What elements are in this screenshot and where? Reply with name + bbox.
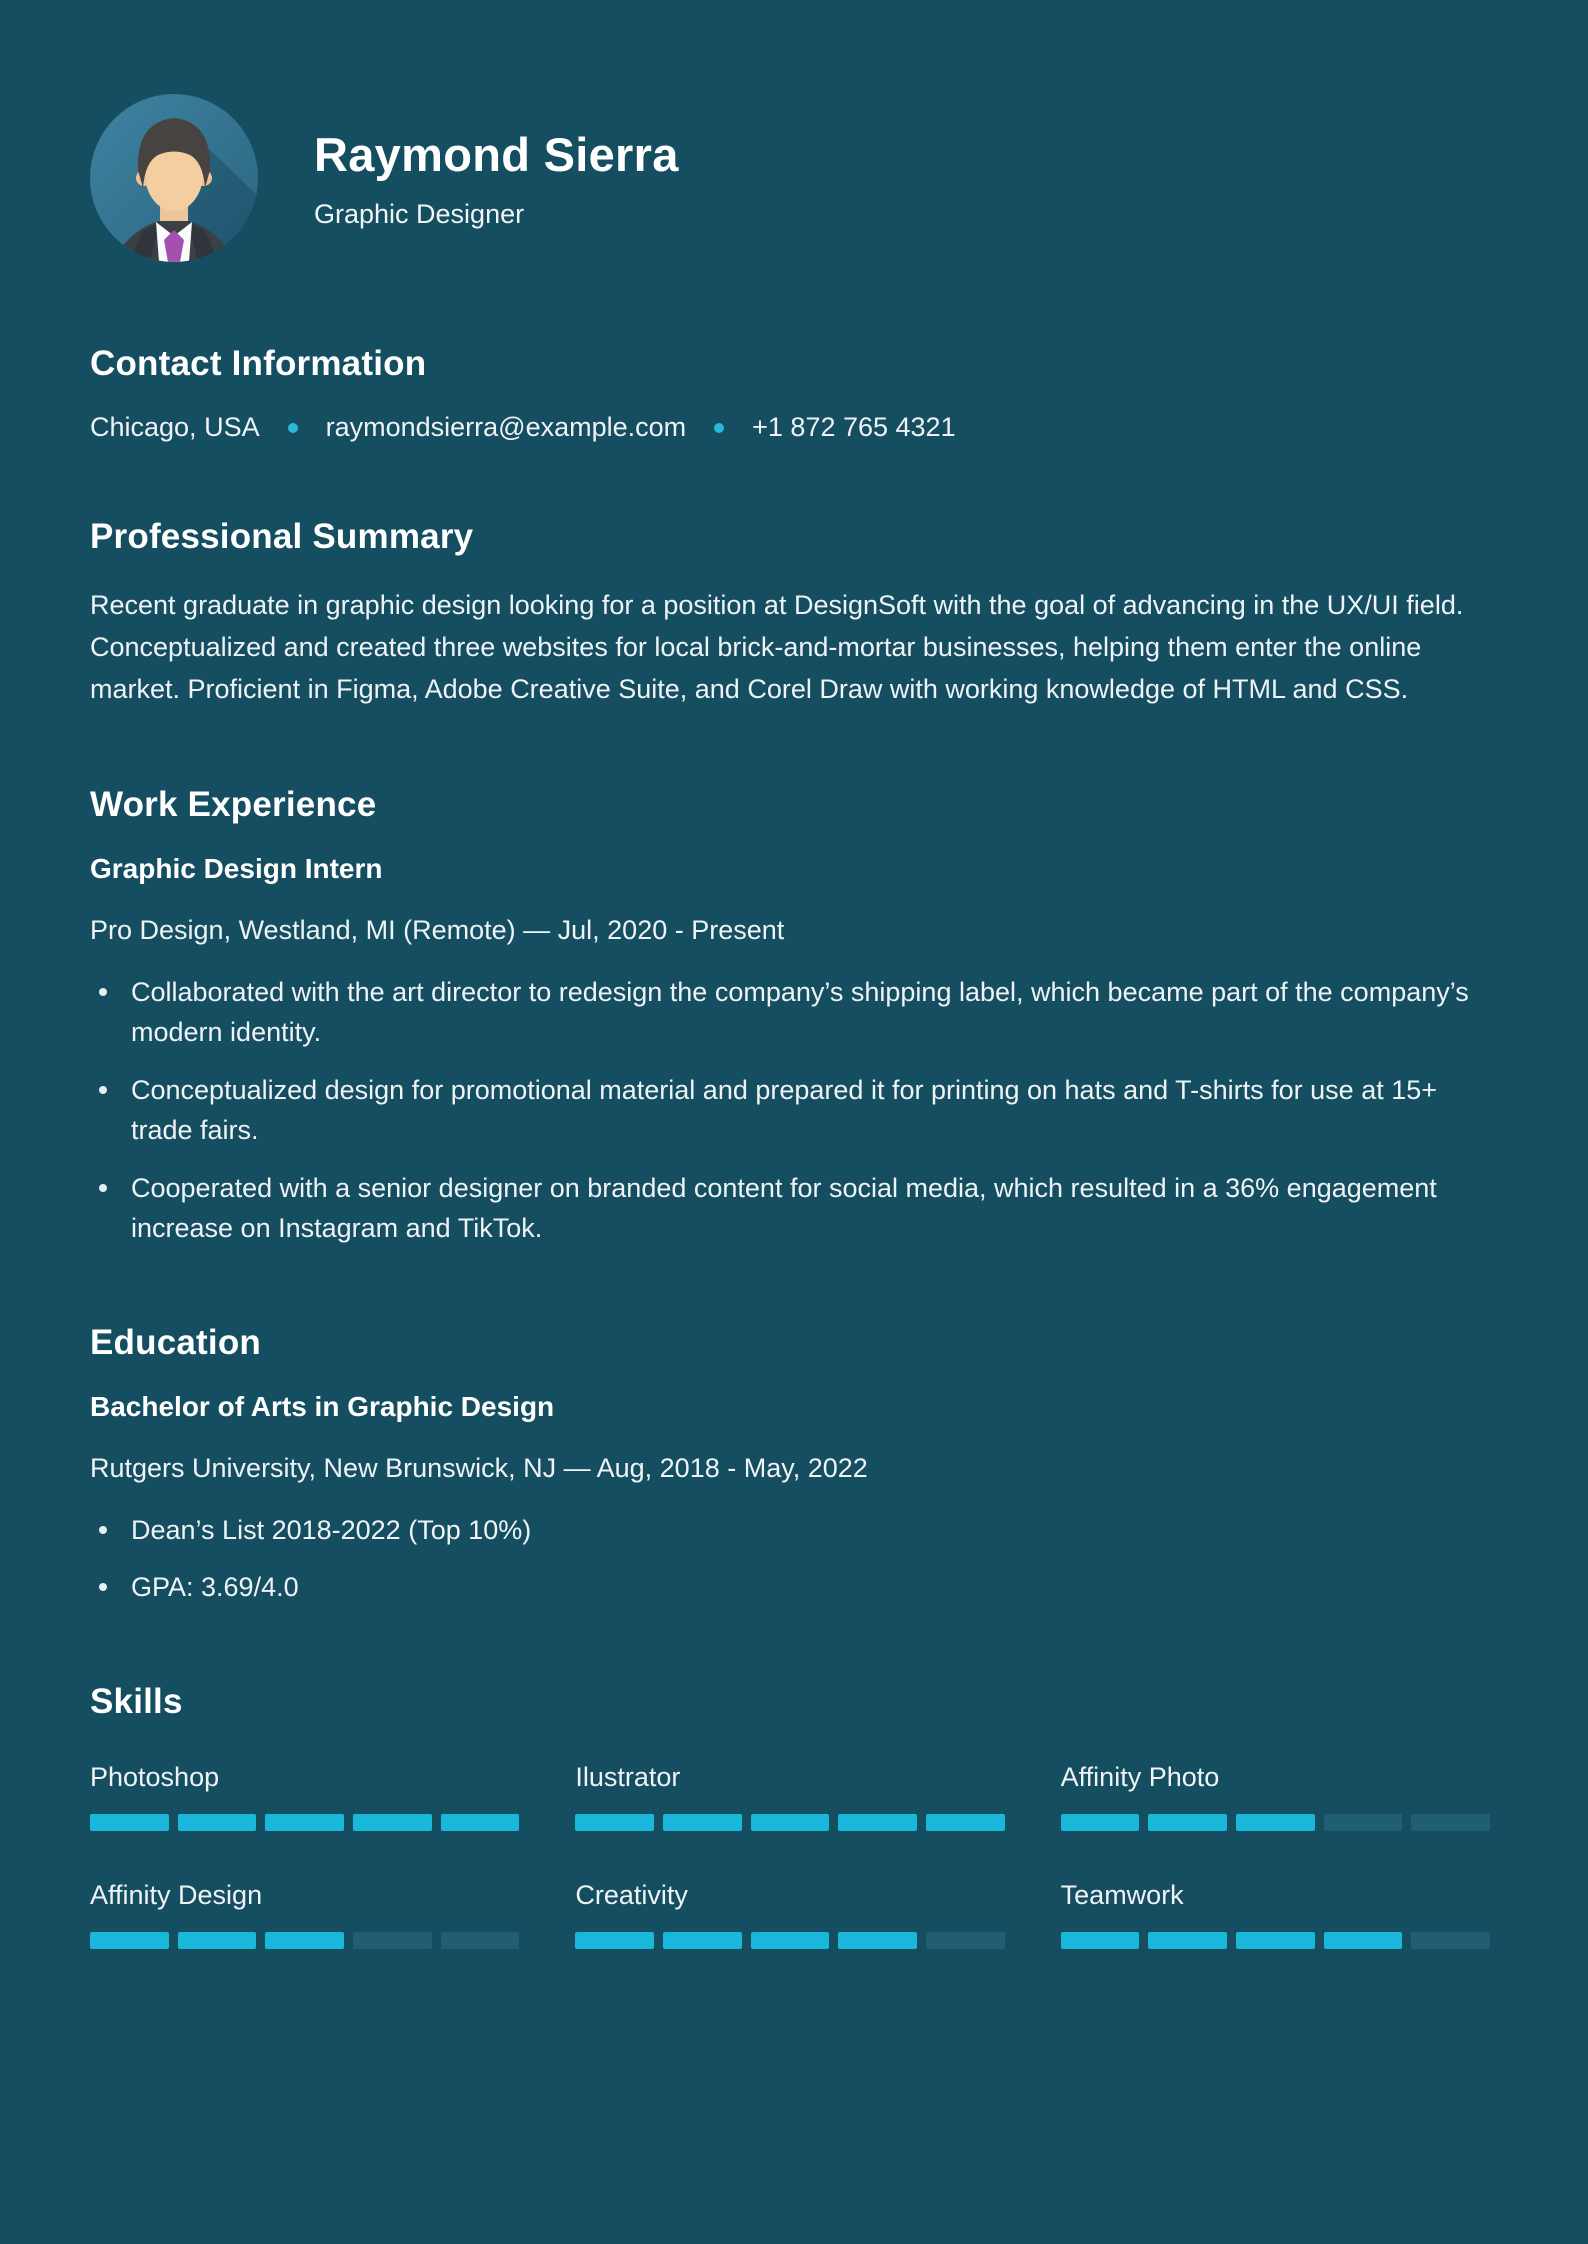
skill-level-segment xyxy=(178,1814,257,1831)
skill-level-bar xyxy=(1061,1814,1490,1831)
skill-label: Creativity xyxy=(575,1879,688,1910)
skill-level-segment xyxy=(90,1814,169,1831)
experience-heading: Work Experience xyxy=(90,784,377,824)
skill-level-segment xyxy=(1148,1814,1227,1831)
job-meta: Pro Design, Westland, MI (Remote) — Jul, 2020 - Present xyxy=(90,914,785,945)
person-name: Raymond Sierra xyxy=(314,127,679,181)
skill-level-bar xyxy=(575,1814,1004,1831)
resume-header xyxy=(90,94,1490,262)
skill-level-segment xyxy=(751,1932,830,1949)
education-bullet: GPA: 3.69/4.0 xyxy=(90,1567,1490,1608)
skill-item xyxy=(90,1762,519,1831)
avatar-illustration xyxy=(90,94,258,262)
summary-section xyxy=(90,517,1490,711)
skill-level-bar xyxy=(575,1932,1004,1949)
skill-level-segment xyxy=(575,1814,654,1831)
skill-item xyxy=(1061,1880,1490,1949)
skill-level-segment xyxy=(1061,1814,1140,1831)
job-bullet: Cooperated with a senior designer on branded content for social media, which resulted in a 36% engagement increase on Instagram and TikTok. xyxy=(90,1168,1490,1249)
education-heading: Education xyxy=(90,1322,261,1362)
skill-item xyxy=(90,1880,519,1949)
degree-title: Bachelor of Arts in Graphic Design xyxy=(90,1390,555,1422)
contact-heading: Contact Information xyxy=(90,344,427,383)
skills-section xyxy=(90,1682,1490,1949)
job-bullet-list xyxy=(90,972,1490,1249)
skill-level-segment xyxy=(1324,1814,1403,1831)
skill-level-segment xyxy=(353,1814,432,1831)
contact-location: Chicago, USA xyxy=(90,412,260,442)
skills-heading: Skills xyxy=(90,1681,183,1721)
skill-level-segment xyxy=(90,1932,169,1949)
skill-label: Affinity Photo xyxy=(1060,1761,1220,1792)
skill-level-segment xyxy=(441,1814,520,1831)
job-bullet: Conceptualized design for promotional material and prepared it for printing on hats and T-shirts for use at 15+ trade fairs. xyxy=(90,1070,1490,1151)
contact-section xyxy=(90,344,1490,443)
job-bullet: Collaborated with the art director to redesign the company’s shipping label, which became part of the company’s modern identity. xyxy=(90,972,1490,1053)
skill-item xyxy=(575,1762,1004,1831)
skill-label: Affinity Design xyxy=(90,1879,263,1910)
skill-level-segment xyxy=(926,1814,1005,1831)
skill-level-segment xyxy=(353,1932,432,1949)
skill-level-segment xyxy=(1148,1932,1227,1949)
education-meta: Rutgers University, New Brunswick, NJ — Aug, 2018 - May, 2022 xyxy=(90,1452,868,1483)
skill-level-segment xyxy=(663,1814,742,1831)
skill-label: Photoshop xyxy=(90,1761,220,1792)
skill-level-segment xyxy=(663,1932,742,1949)
skill-level-segment xyxy=(926,1932,1005,1949)
skill-level-segment xyxy=(575,1932,654,1949)
summary-heading: Professional Summary xyxy=(90,517,474,556)
skill-item xyxy=(575,1880,1004,1949)
skill-label: Ilustrator xyxy=(575,1761,681,1792)
skill-level-segment xyxy=(265,1814,344,1831)
skill-level-segment xyxy=(1411,1932,1490,1949)
experience-section xyxy=(90,785,1490,1249)
skill-level-segment xyxy=(838,1814,917,1831)
skill-level-bar xyxy=(90,1814,519,1831)
person-title: Graphic Designer xyxy=(314,198,525,229)
separator-dot-icon xyxy=(714,423,724,433)
skill-level-bar xyxy=(90,1932,519,1949)
skill-level-segment xyxy=(441,1932,520,1949)
skill-level-segment xyxy=(751,1814,830,1831)
skill-level-segment xyxy=(178,1932,257,1949)
avatar xyxy=(90,94,258,262)
skill-level-segment xyxy=(1236,1932,1315,1949)
skill-level-segment xyxy=(265,1932,344,1949)
education-section xyxy=(90,1323,1490,1608)
skill-level-segment xyxy=(1061,1932,1140,1949)
job-title: Graphic Design Intern xyxy=(90,852,383,884)
header-text xyxy=(314,127,679,230)
contact-email: raymondsierra@example.com xyxy=(325,412,687,442)
education-bullet: Dean’s List 2018-2022 (Top 10%) xyxy=(90,1510,1490,1551)
skill-level-segment xyxy=(838,1932,917,1949)
skill-item xyxy=(1061,1762,1490,1831)
skill-level-segment xyxy=(1411,1814,1490,1831)
summary-text: Recent graduate in graphic design looking for a position at DesignSoft with the goal of advancing in the UX/UI field. Conceptualized and created three websites for local brick-and-mortar businesses, helping them enter the online market. Proficient in Figma, Adobe Creative Suite, and Corel Draw with working knowledge of HTML and CSS. xyxy=(90,590,1464,704)
contact-row xyxy=(90,412,1490,443)
education-bullet-list xyxy=(90,1510,1490,1608)
job-entry xyxy=(90,853,1490,1249)
skills-grid xyxy=(90,1762,1490,1949)
skill-level-bar xyxy=(1061,1932,1490,1949)
skill-level-segment xyxy=(1236,1814,1315,1831)
skill-label: Teamwork xyxy=(1060,1879,1184,1910)
separator-dot-icon xyxy=(288,423,298,433)
contact-phone: +1 872 765 4321 xyxy=(752,412,956,442)
skill-level-segment xyxy=(1324,1932,1403,1949)
